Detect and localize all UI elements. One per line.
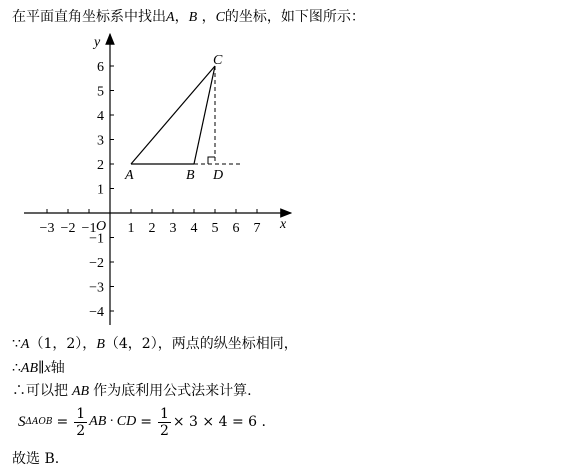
origin-label: O <box>96 219 107 234</box>
area-formula <box>18 402 266 442</box>
point-a-coords: （1，2）， <box>29 336 97 352</box>
formula-subscript: ΔAOB <box>25 417 53 427</box>
y-tick-label: 6 <box>97 60 104 75</box>
x-tick-label: 1 <box>127 221 135 236</box>
y-tick-label: 3 <box>97 133 104 149</box>
fraction-denominator: 2 <box>159 422 169 439</box>
axis-ticks <box>40 60 261 320</box>
y-axis-label: y <box>94 35 101 50</box>
x-tick-label: −1 <box>81 221 97 236</box>
answer-line: 故选 B. <box>12 451 60 467</box>
y-tick-label: −3 <box>89 280 104 296</box>
parallel-symbol: ∥ <box>38 360 45 376</box>
intro-sep: ， <box>174 9 189 25</box>
x-tick-label: 3 <box>169 221 177 236</box>
x-tick-label: −2 <box>60 221 76 236</box>
point-label-a: A <box>125 168 134 183</box>
fraction-half <box>74 406 87 439</box>
x-axis-label: x <box>280 217 287 232</box>
line3-rest: 作为底利用公式法来计算. <box>93 383 252 399</box>
point-label-b: B <box>186 168 195 183</box>
x-var: x <box>44 361 51 376</box>
intro-point-c: C <box>215 10 225 25</box>
x-tick-label: 7 <box>253 221 261 236</box>
segment-ab: AB <box>72 384 90 399</box>
point-b-coords: （4，2），两点的纵坐标相同， <box>104 336 298 352</box>
y-tick-label: 5 <box>97 84 104 100</box>
x-tick-label: 4 <box>190 221 198 236</box>
reason-line-2 <box>12 357 65 377</box>
y-tick-label: −1 <box>89 231 104 247</box>
fraction-half <box>158 406 171 439</box>
fraction-numerator: 1 <box>76 405 86 422</box>
reason-line-1 <box>12 333 298 353</box>
point-label-d: D <box>213 168 224 183</box>
point-a-ref: A <box>20 337 30 352</box>
because-symbol: ∵ <box>12 336 21 352</box>
intro-prefix: 在平面直角坐标系中找出 <box>12 9 166 25</box>
x-tick-label: −3 <box>39 221 55 236</box>
x-tick-label: 5 <box>211 221 219 236</box>
x-tick-label: 6 <box>232 221 240 236</box>
intro-sep: ， <box>197 9 216 25</box>
point-label-c: C <box>213 53 223 68</box>
segment-ac <box>131 66 215 164</box>
y-tick-label: 2 <box>97 158 104 173</box>
fraction-numerator: 1 <box>159 405 169 422</box>
therefore-text: ∴可以把 <box>12 383 68 399</box>
right-angle-mark <box>208 157 215 164</box>
formula-ab-cd: AB · CD <box>89 414 137 429</box>
formula-s: S <box>18 413 26 430</box>
y-tick-label: 4 <box>97 109 104 124</box>
fraction-denominator: 2 <box>76 422 86 439</box>
formula-result: × 3 × 4 = 6 . <box>172 414 266 430</box>
triangle-shapes <box>131 66 242 164</box>
y-tick-label: 1 <box>97 182 104 198</box>
segment-ab: AB <box>20 361 39 376</box>
intro-point-a: A <box>166 10 175 25</box>
segment-bc <box>194 66 215 164</box>
formula-equals: = <box>56 414 69 430</box>
intro-point-b: B <box>188 10 198 25</box>
x-tick-label: 2 <box>148 221 156 236</box>
point-b-ref: B <box>96 337 105 352</box>
intro-suffix: 的坐标，如下图所示： <box>224 9 365 25</box>
y-tick-label: −4 <box>89 305 104 320</box>
axis-word: 轴 <box>50 360 65 376</box>
y-tick-label: −2 <box>89 256 104 271</box>
reason-line-3 <box>12 380 252 400</box>
formula-equals: = <box>140 414 152 430</box>
therefore-symbol: ∴ <box>12 360 21 376</box>
